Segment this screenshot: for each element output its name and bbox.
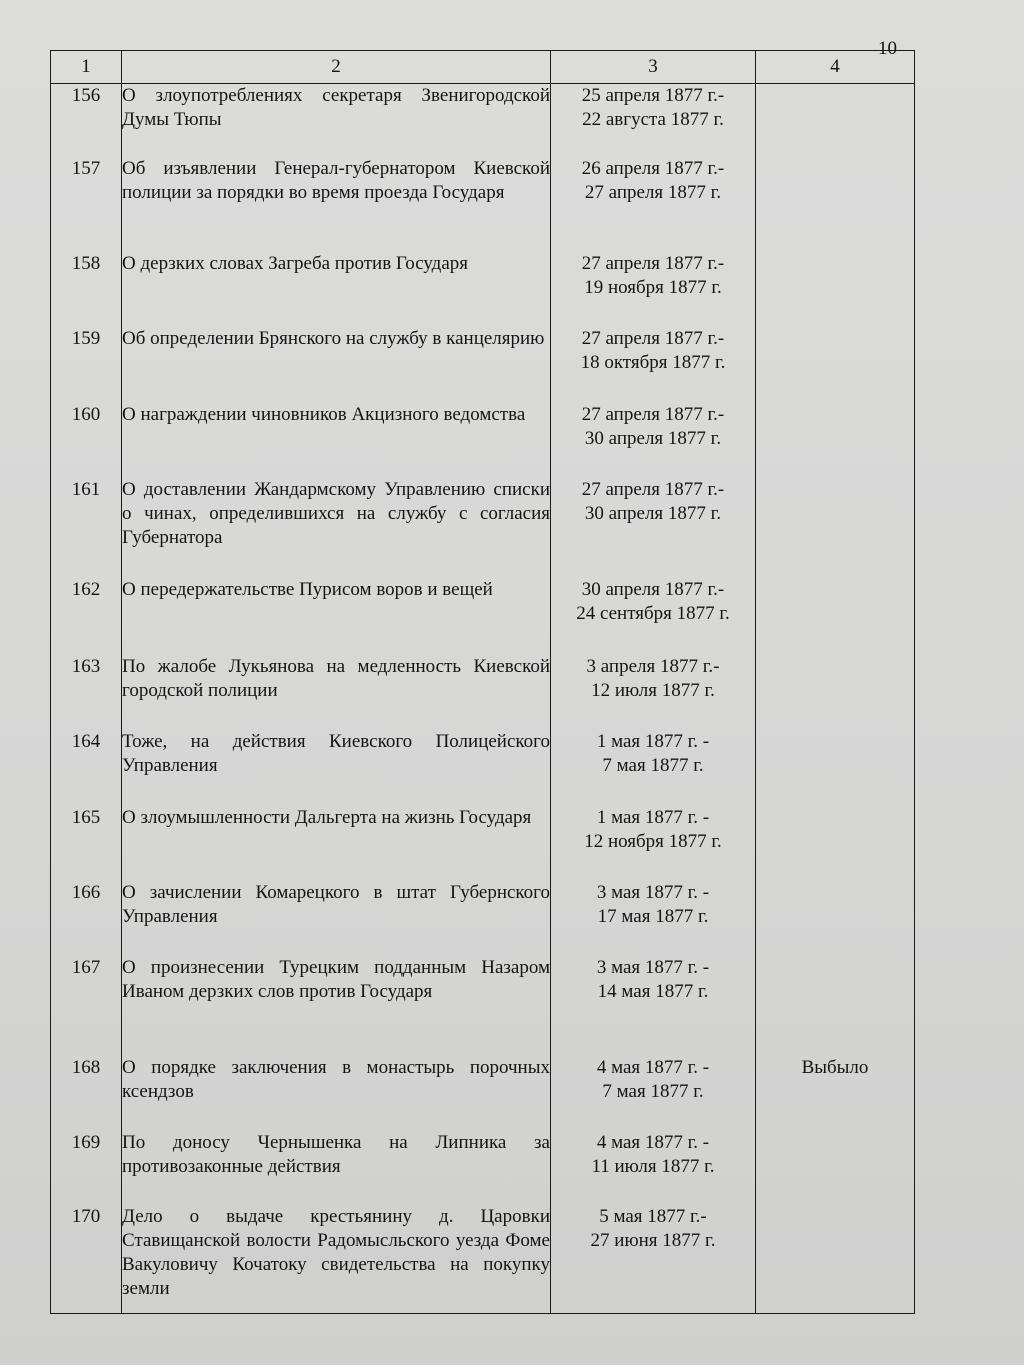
case-title: О доставлении Жандармскому Управлению списки о чинах, определившихся на службу с согласия Губернатора xyxy=(122,478,551,578)
case-note xyxy=(756,578,915,655)
case-title: О злоупотреблениях секретаря Звенигородской Думы Тюпы xyxy=(122,84,551,157)
case-number: 168 xyxy=(51,1056,122,1131)
case-dates xyxy=(551,252,756,326)
date-from: 1 мая 1877 г. - xyxy=(596,731,710,753)
case-dates xyxy=(551,655,756,730)
case-note xyxy=(756,655,915,730)
table-row xyxy=(51,84,915,157)
case-number: 163 xyxy=(51,655,122,730)
case-title: О порядке заключения в монастырь порочных ксендзов xyxy=(122,1056,551,1131)
case-title: О злоумышленности Дальгерта на жизнь Государя xyxy=(122,806,551,881)
date-from: 27 апреля 1877 г.- xyxy=(581,479,725,500)
case-title: Об определении Брянского на службу в канцелярию xyxy=(122,327,551,403)
column-header-4: 4 xyxy=(756,51,915,84)
case-dates xyxy=(551,1205,756,1313)
case-dates xyxy=(551,806,756,881)
table-row xyxy=(51,157,915,253)
case-dates xyxy=(551,403,756,478)
case-dates xyxy=(551,478,756,578)
date-to: 7 мая 1877 г. xyxy=(602,755,704,777)
case-number: 169 xyxy=(51,1131,122,1205)
date-from: 3 мая 1877 г. - xyxy=(596,881,710,903)
case-number: 165 xyxy=(51,806,122,881)
date-to: 22 августа 1877 г. xyxy=(582,109,724,130)
page-number: 10 xyxy=(878,38,897,59)
date-from: 26 апреля 1877 г.- xyxy=(581,157,725,179)
case-note xyxy=(756,1131,915,1205)
case-number: 160 xyxy=(51,403,122,478)
table-row xyxy=(51,252,915,326)
case-dates xyxy=(551,157,756,253)
date-from: 3 мая 1877 г. - xyxy=(596,956,710,978)
table-row xyxy=(51,1131,915,1205)
case-dates xyxy=(551,578,756,655)
case-note xyxy=(756,327,915,403)
case-number: 159 xyxy=(51,327,122,403)
case-note xyxy=(756,1205,915,1313)
case-dates xyxy=(551,1056,756,1131)
case-title: По доносу Чернышенка на Липника за противозаконные действия xyxy=(122,1131,551,1205)
date-from: 3 апреля 1877 г.- xyxy=(586,656,720,678)
date-from: 27 апреля 1877 г.- xyxy=(581,253,725,275)
case-number: 156 xyxy=(51,84,122,157)
table-row xyxy=(51,730,915,805)
date-from: 4 мая 1877 г. - xyxy=(596,1132,710,1154)
date-to: 7 мая 1877 г. xyxy=(602,1080,704,1102)
date-from: 1 мая 1877 г. - xyxy=(596,806,710,828)
case-number: 158 xyxy=(51,252,122,326)
table-row xyxy=(51,578,915,655)
case-title: О передержательстве Пурисом воров и вещей xyxy=(122,578,551,655)
date-to: 12 ноября 1877 г. xyxy=(584,830,722,852)
case-number: 167 xyxy=(51,956,122,1056)
date-to: 12 июля 1877 г. xyxy=(591,680,715,702)
table-row xyxy=(51,881,915,956)
case-title: О дерзких словах Загреба против Государя xyxy=(122,252,551,326)
date-to: 11 июля 1877 г. xyxy=(591,1156,715,1178)
case-title: О произнесении Турецким подданным Назаром Иваном дерзких слов против Государя xyxy=(122,956,551,1056)
date-from: 27 апреля 1877 г.- xyxy=(581,327,725,349)
case-title: Тоже, на действия Киевского Полицейского Управления xyxy=(122,730,551,805)
date-to: 17 мая 1877 г. xyxy=(597,905,709,927)
column-header-1: 1 xyxy=(51,51,122,84)
date-to: 27 апреля 1877 г. xyxy=(584,181,722,203)
date-from: 5 мая 1877 г.- xyxy=(599,1206,707,1228)
registry-table xyxy=(50,50,915,1314)
column-header-2: 2 xyxy=(122,51,551,84)
date-from: 25 апреля 1877 г.- xyxy=(581,85,725,106)
date-to: 18 октября 1877 г. xyxy=(580,351,726,373)
date-to: 19 ноября 1877 г. xyxy=(584,277,722,299)
table-row xyxy=(51,655,915,730)
case-number: 166 xyxy=(51,881,122,956)
case-note xyxy=(756,252,915,326)
case-note xyxy=(756,730,915,805)
table-header-row xyxy=(51,51,915,84)
date-from: 27 апреля 1877 г.- xyxy=(581,403,725,425)
case-note: Выбыло xyxy=(756,1056,915,1131)
case-dates xyxy=(551,327,756,403)
case-dates xyxy=(551,956,756,1056)
table-row xyxy=(51,403,915,478)
date-to: 14 мая 1877 г. xyxy=(597,980,709,1002)
case-title: По жалобе Лукьянова на медленность Киевской городской полиции xyxy=(122,655,551,730)
case-dates xyxy=(551,84,756,157)
date-to: 24 сентября 1877 г. xyxy=(576,602,730,624)
date-to: 30 апреля 1877 г. xyxy=(584,503,722,524)
case-note xyxy=(756,403,915,478)
table-row xyxy=(51,327,915,403)
case-note xyxy=(756,956,915,1056)
case-note xyxy=(756,478,915,578)
case-dates xyxy=(551,881,756,956)
case-number: 157 xyxy=(51,157,122,253)
case-note xyxy=(756,157,915,253)
case-title: Дело о выдаче крестьянину д. Царовки Ставищанской волости Радомысльского уезда Фоме Вакуловичу Кочатоку свидетельства на покупку земли xyxy=(122,1205,551,1313)
table-row xyxy=(51,1056,915,1131)
date-to: 27 июня 1877 г. xyxy=(590,1230,716,1252)
table-row xyxy=(51,1205,915,1313)
case-title: О зачислении Комарецкого в штат Губернского Управления xyxy=(122,881,551,956)
case-note xyxy=(756,84,915,157)
table-row xyxy=(51,806,915,881)
case-note xyxy=(756,881,915,956)
date-from: 30 апреля 1877 г.- xyxy=(581,578,725,600)
case-title: Об изъявлении Генерал-губернатором Киевской полиции за порядки во время проезда Государя xyxy=(122,157,551,253)
case-number: 164 xyxy=(51,730,122,805)
table-row xyxy=(51,478,915,578)
case-note xyxy=(756,806,915,881)
case-number: 162 xyxy=(51,578,122,655)
date-to: 30 апреля 1877 г. xyxy=(584,427,722,449)
table-row xyxy=(51,956,915,1056)
column-header-3: 3 xyxy=(551,51,756,84)
case-number: 170 xyxy=(51,1205,122,1313)
case-dates xyxy=(551,1131,756,1205)
case-dates xyxy=(551,730,756,805)
case-title: О награждении чиновников Акцизного ведомства xyxy=(122,403,551,478)
date-from: 4 мая 1877 г. - xyxy=(596,1056,710,1078)
case-number: 161 xyxy=(51,478,122,578)
